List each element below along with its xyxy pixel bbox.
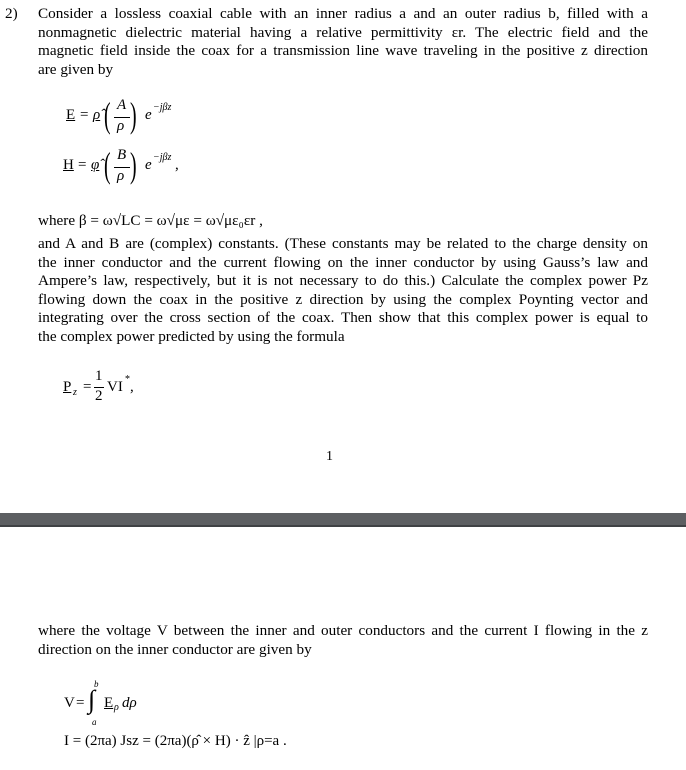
formula-P-subscript: z	[73, 387, 77, 398]
problem-number: 2)	[5, 5, 18, 22]
formula-P-rhs: VI	[107, 379, 123, 395]
equation-V-lhs: V	[64, 695, 75, 711]
exponential-base: e	[145, 157, 152, 173]
body-line: the inner conductor and the current flowing on the inner conductor by using Gauss’s law and	[38, 253, 648, 271]
body-line: Ampere’s law, respectively, but it is not necessary to do this.) Calculate the complex power Pz	[38, 272, 648, 290]
integral-sign: ∫	[88, 685, 96, 714]
equation-E-lhs: E	[66, 107, 76, 123]
equals-sign: =	[80, 107, 89, 123]
exponential-base: e	[145, 107, 152, 123]
fraction-denominator: ρ	[117, 168, 125, 184]
body-line: flowing down the coax in the positive z direction by using the complex Poynting vector and	[38, 290, 648, 308]
integrand-subscript: ρ	[114, 702, 119, 713]
equation-H	[63, 146, 203, 190]
trailing-comma: ,	[130, 379, 134, 395]
formula-P	[63, 370, 183, 410]
integrand: E	[104, 695, 114, 711]
beta-definition: where β = ω√LC = ω√με = ω√με₀εr ,	[38, 212, 263, 229]
right-paren: )	[130, 95, 137, 135]
intro-line: nonmagnetic dielectric material having a relative permittivity εr. The electric field and the	[38, 23, 648, 41]
body-paragraph	[38, 235, 648, 347]
equation-V	[64, 679, 184, 729]
equation-I: I = (2πa) Jsz = (2πa)(ρ̂ × H) · ẑ |ρ=a .	[64, 733, 287, 749]
unit-vector-phi: φ̂	[91, 157, 100, 173]
integral-lower-limit: a	[92, 717, 97, 727]
equation-E	[66, 96, 206, 140]
page-number: 1	[326, 449, 333, 464]
equals-sign: =	[83, 379, 92, 395]
trailing-comma: ,	[175, 157, 179, 173]
left-paren: (	[104, 95, 111, 135]
exponent: −jβz	[153, 102, 172, 113]
integral-upper-limit: b	[94, 679, 99, 689]
body-line: the complex power predicted by using the formula	[38, 327, 345, 345]
fraction-numerator: B	[117, 147, 127, 163]
fraction-denominator: ρ	[117, 118, 125, 134]
body-line: and A and B are (complex) constants. (These constants may be related to the charge density on	[38, 235, 648, 252]
page2-line: direction on the inner conductor are given by	[38, 640, 312, 658]
intro-line: are given by	[38, 60, 114, 78]
formula-P-lhs: P	[63, 379, 72, 395]
differential: dρ	[122, 695, 137, 711]
fraction-numerator: 1	[95, 368, 103, 384]
intro-line: Consider a lossless coaxial cable with an inner radius a and an outer radius b, filled with a	[38, 5, 648, 22]
body-line: integrating over the cross section of the coax. Then show that this complex power is equal to	[38, 309, 648, 327]
equation-H-lhs: H	[63, 157, 74, 173]
intro-paragraph	[38, 5, 648, 79]
fraction-denominator: 2	[95, 388, 103, 404]
equals-sign: =	[78, 157, 87, 173]
fraction-numerator: A	[117, 97, 127, 113]
left-paren: (	[104, 145, 111, 185]
intro-line: magnetic field inside the coax for a transmission line wave traveling in the positive z direction	[38, 42, 648, 60]
unit-vector-rho: ρ̂	[93, 107, 101, 123]
conjugate-mark: *	[125, 374, 130, 385]
document-page-2	[0, 527, 686, 770]
page2-paragraph	[38, 622, 648, 659]
page2-line: where the voltage V between the inner and outer conductors and the current I flowing in the z	[38, 622, 648, 639]
exponent: −jβz	[153, 152, 172, 163]
right-paren: )	[130, 145, 137, 185]
page-break-divider	[0, 513, 686, 527]
equals-sign: =	[76, 695, 85, 711]
